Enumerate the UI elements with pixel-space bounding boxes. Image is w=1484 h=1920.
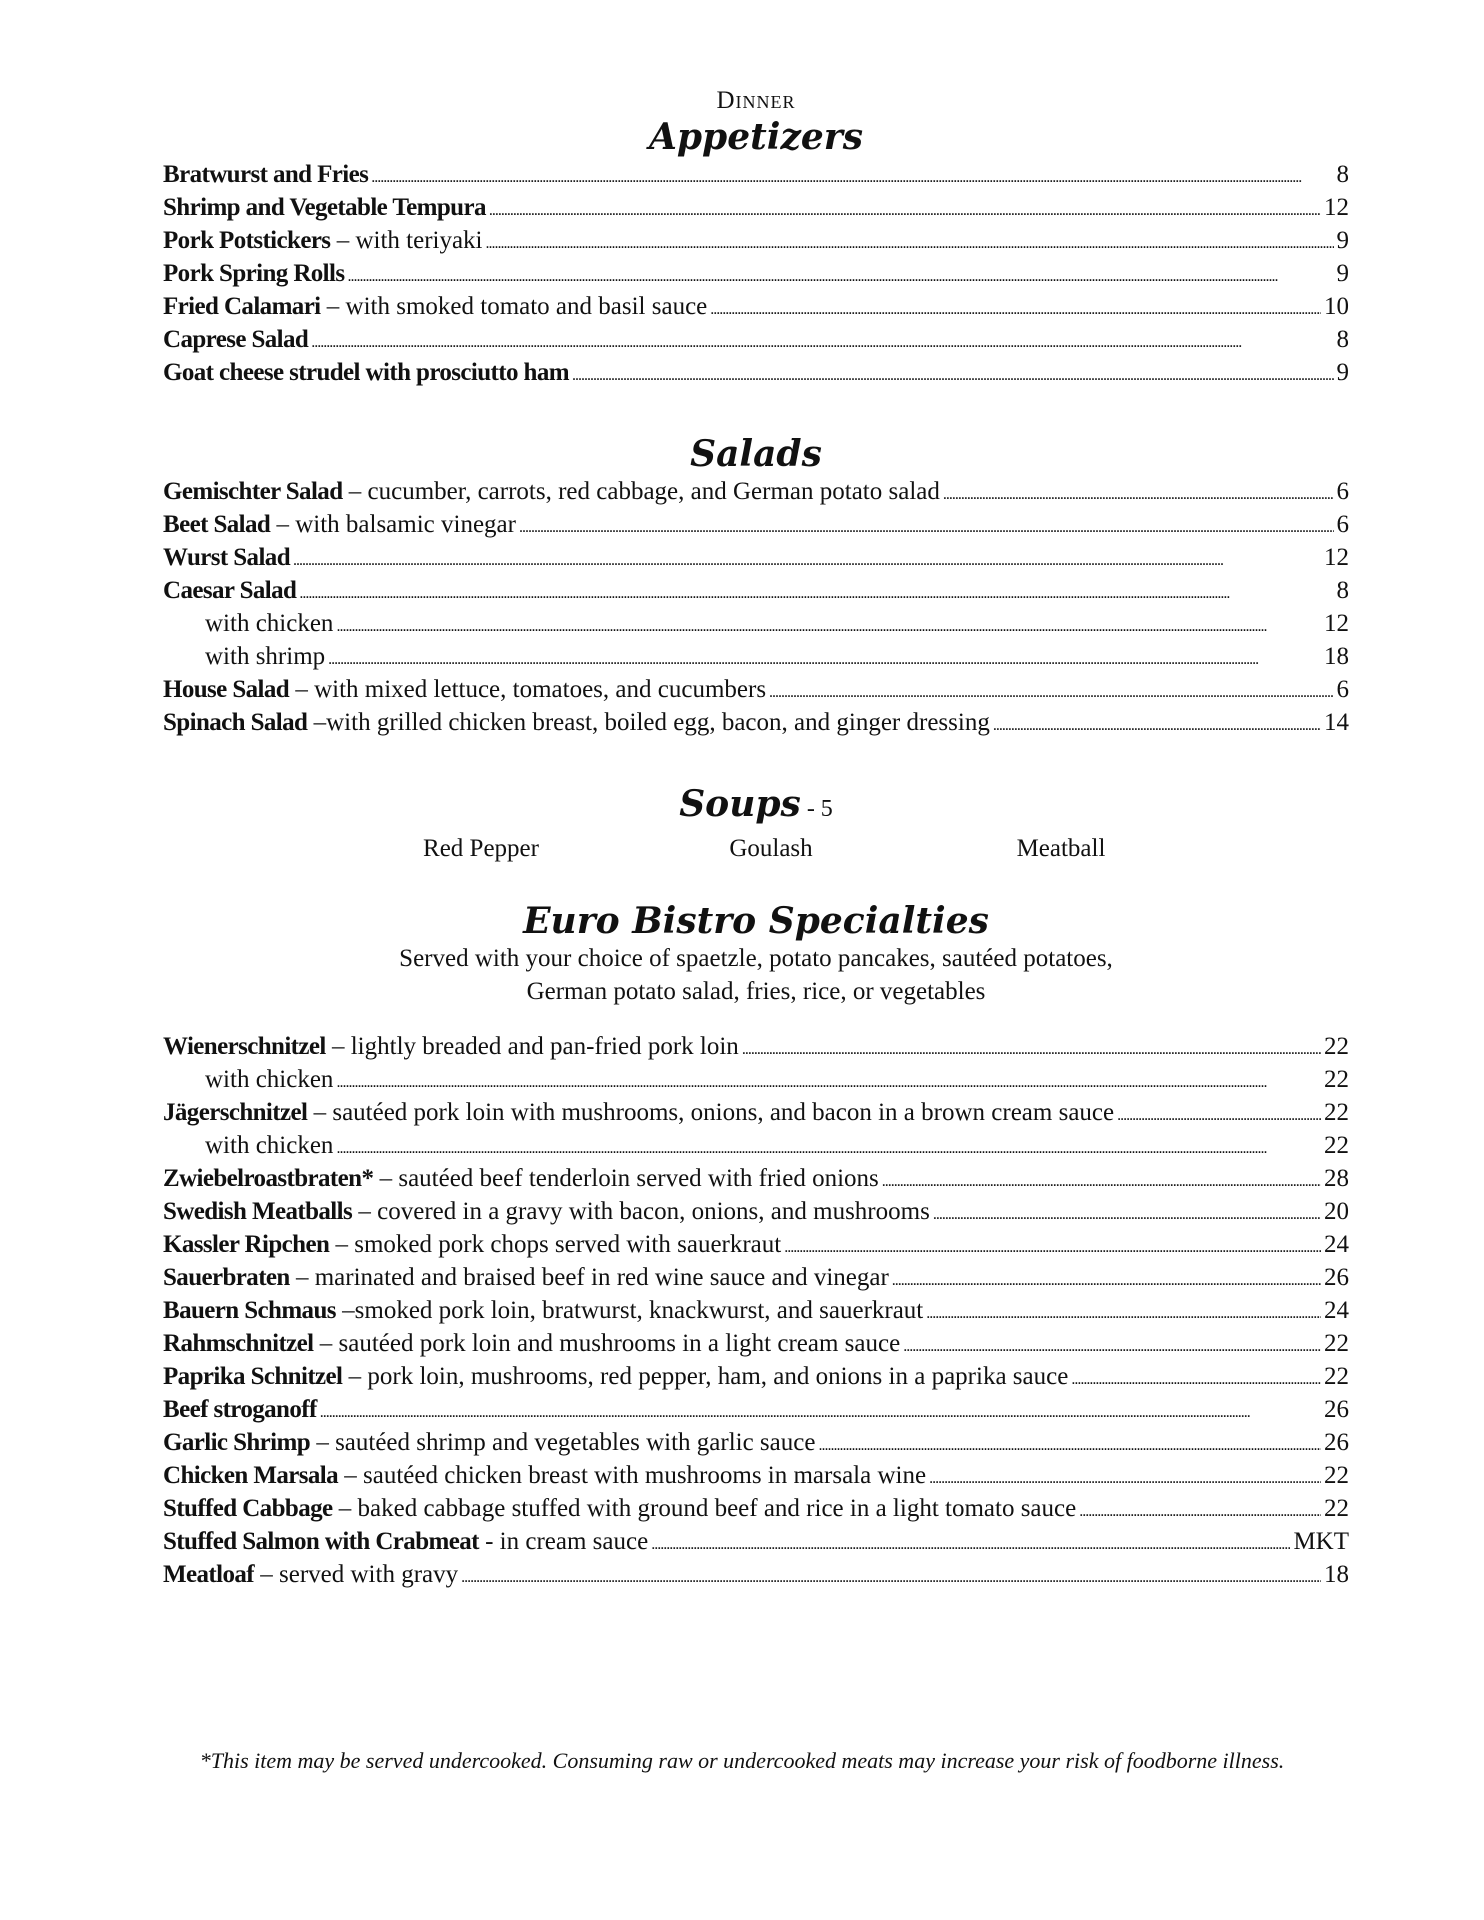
- menu-item-row: [163, 541, 1349, 574]
- appetizers-list: [163, 158, 1349, 389]
- menu-item-row: [163, 1063, 1349, 1096]
- menu-item-text: [163, 224, 483, 257]
- menu-item-price: 26: [1324, 1429, 1349, 1456]
- menu-item-row: [163, 1327, 1349, 1360]
- menu-item-price: 12: [1324, 544, 1349, 571]
- menu-item-price: 22: [1324, 1033, 1349, 1060]
- dot-leader: [929, 1459, 1321, 1495]
- menu-item-text: [163, 1459, 926, 1492]
- menu-item-price: 14: [1324, 709, 1349, 736]
- dot-leader: [784, 1228, 1321, 1264]
- dot-leader: [336, 1129, 1321, 1165]
- dot-leader: [572, 356, 1334, 392]
- menu-item-price: 8: [1336, 161, 1349, 188]
- dot-leader: [328, 640, 1321, 676]
- soups-title-text: Soups: [679, 783, 801, 825]
- menu-item-name: Garlic Shrimp: [163, 1429, 311, 1456]
- menu-item-price: 28: [1324, 1165, 1349, 1192]
- dot-leader: [943, 475, 1334, 511]
- dot-leader: [742, 1030, 1321, 1066]
- menu-item-name: Pork Potstickers: [163, 227, 331, 254]
- menu-item-text: [163, 1162, 879, 1195]
- menu-item-description: – lightly breaded and pan-fried pork loin: [325, 1033, 739, 1060]
- menu-item-description: – marinated and braised beef in red wine sauce and vinegar: [289, 1264, 889, 1291]
- menu-item-text: [163, 356, 569, 389]
- menu-item-name: Gemischter Salad: [163, 478, 343, 505]
- menu-item-price: 6: [1336, 511, 1349, 538]
- menu-item-row: [163, 257, 1349, 290]
- menu-item-description: - in cream sauce: [478, 1528, 649, 1555]
- menu-item-name: Beef stroganoff: [163, 1396, 317, 1423]
- dot-leader: [336, 607, 1321, 643]
- menu-item-row: [163, 1261, 1349, 1294]
- menu-item-row: [163, 1558, 1349, 1591]
- menu-kicker: Dinner: [716, 87, 796, 114]
- menu-item-price: 24: [1324, 1297, 1349, 1324]
- menu-item-name: Meatloaf: [163, 1561, 254, 1588]
- menu-item-price: 10: [1324, 293, 1349, 320]
- menu-item-description: with chicken: [205, 610, 334, 637]
- dot-leader: [320, 1393, 1321, 1429]
- menu-item-row: [163, 1393, 1349, 1426]
- menu-item-price: 24: [1324, 1231, 1349, 1258]
- menu-item-row: [163, 290, 1349, 323]
- dot-leader: [993, 706, 1321, 742]
- menu-item-price: 18: [1324, 1561, 1349, 1588]
- soups-title: [163, 783, 1349, 830]
- menu-item-text: [163, 574, 296, 607]
- specialties-served-line-1: Served with your choice of spaetzle, potato pancakes, sautéed potatoes,: [399, 945, 1113, 972]
- specialties-list: [163, 1030, 1349, 1591]
- menu-item-price: 9: [1336, 227, 1349, 254]
- dot-leader: [903, 1327, 1321, 1363]
- menu-item-row: [163, 640, 1349, 673]
- menu-page: [163, 86, 1349, 1591]
- menu-item-text: [163, 1360, 1068, 1393]
- menu-item-name: Fried Calamari: [163, 293, 321, 320]
- menu-item-text: [163, 508, 516, 541]
- menu-item-name: Paprika Schnitzel: [163, 1363, 343, 1390]
- dot-leader: [486, 224, 1334, 260]
- menu-item-name: Jägerschnitzel: [163, 1099, 308, 1126]
- menu-item-description: – with mixed lettuce, tomatoes, and cucumbers: [289, 676, 767, 703]
- menu-item-description: – sautéed pork loin and mushrooms in a light cream sauce: [313, 1330, 901, 1357]
- menu-item-text: [163, 1129, 333, 1162]
- menu-item-name: Wienerschnitzel: [163, 1033, 326, 1060]
- menu-item-description: – with teriyaki: [330, 227, 483, 254]
- dot-leader: [933, 1195, 1321, 1231]
- menu-item-price: 22: [1324, 1066, 1349, 1093]
- salads-title: Salads: [690, 433, 822, 475]
- menu-item-row: [163, 191, 1349, 224]
- menu-item-price: 22: [1324, 1495, 1349, 1522]
- menu-item-name: Kassler Ripchen: [163, 1231, 330, 1258]
- menu-item-name: Zwiebelroastbraten*: [163, 1165, 374, 1192]
- menu-item-text: [163, 475, 940, 508]
- menu-item-name: Bratwurst and Fries: [163, 161, 369, 188]
- menu-item-name: Rahmschnitzel: [163, 1330, 314, 1357]
- dot-leader: [293, 541, 1321, 577]
- dot-leader: [336, 1063, 1321, 1099]
- menu-item-row: [163, 224, 1349, 257]
- dot-leader: [818, 1426, 1321, 1462]
- dot-leader: [519, 508, 1334, 544]
- menu-item-description: –smoked pork loin, bratwurst, knackwurst, and sauerkraut: [335, 1297, 924, 1324]
- menu-item-description: – pork loin, mushrooms, red pepper, ham, and onions in a paprika sauce: [342, 1363, 1069, 1390]
- specialties-title: Euro Bistro Specialties: [523, 900, 989, 942]
- menu-item-text: [163, 1492, 1076, 1525]
- menu-item-text: [163, 1030, 739, 1063]
- menu-item-row: [163, 1525, 1349, 1558]
- menu-item-description: – smoked pork chops served with sauerkraut: [329, 1231, 782, 1258]
- menu-item-row: [163, 1228, 1349, 1261]
- menu-item-row: [163, 475, 1349, 508]
- specialties-served-line-2: German potato salad, fries, rice, or vegetables: [526, 978, 986, 1005]
- menu-item-description: with shrimp: [205, 643, 326, 670]
- menu-item-description: with chicken: [205, 1066, 334, 1093]
- menu-item-row: [163, 1030, 1349, 1063]
- menu-item-description: – sautéed beef tenderloin served with fried onions: [373, 1165, 879, 1192]
- menu-item-text: [163, 706, 990, 739]
- menu-item-price: 22: [1324, 1363, 1349, 1390]
- appetizers-title: Appetizers: [648, 116, 864, 158]
- menu-item-description: – with balsamic vinegar: [270, 511, 516, 538]
- menu-item-price: 12: [1324, 194, 1349, 221]
- menu-item-price: 8: [1336, 326, 1349, 353]
- menu-item-text: [163, 673, 766, 706]
- menu-item-name: Beet Salad: [163, 511, 271, 538]
- menu-item-text: [163, 1558, 458, 1591]
- menu-item-name: Spinach Salad: [163, 709, 308, 736]
- dot-leader: [299, 574, 1333, 610]
- menu-item-text: [163, 607, 333, 640]
- menu-item-description: – covered in a gravy with bacon, onions, and mushrooms: [352, 1198, 930, 1225]
- menu-item-text: [163, 1426, 815, 1459]
- menu-item-text: [163, 191, 486, 224]
- dot-leader: [311, 323, 1333, 359]
- menu-item-description: – sautéed shrimp and vegetables with garlic sauce: [310, 1429, 816, 1456]
- menu-item-row: [163, 574, 1349, 607]
- menu-item-price: 9: [1336, 260, 1349, 287]
- salads-list: [163, 475, 1349, 739]
- menu-item-description: with chicken: [205, 1132, 334, 1159]
- menu-item-name: Stuffed Salmon with Crabmeat: [163, 1528, 479, 1555]
- dot-leader: [461, 1558, 1321, 1594]
- menu-item-text: [163, 541, 290, 574]
- menu-item-name: Bauern Schmaus: [163, 1297, 336, 1324]
- menu-item-name: Shrimp and Vegetable Tempura: [163, 194, 486, 221]
- menu-item-name: Caesar Salad: [163, 577, 297, 604]
- menu-item-text: [163, 1294, 923, 1327]
- menu-item-row: [163, 1459, 1349, 1492]
- menu-item-row: [163, 673, 1349, 706]
- dot-leader: [769, 673, 1333, 709]
- menu-item-text: [163, 1525, 648, 1558]
- soup-item: Goulash: [729, 835, 813, 862]
- menu-item-row: [163, 1492, 1349, 1525]
- menu-item-text: [163, 1096, 1114, 1129]
- menu-item-name: Wurst Salad: [163, 544, 291, 571]
- dot-leader: [1079, 1492, 1321, 1528]
- menu-item-row: [163, 1096, 1349, 1129]
- menu-item-row: [163, 158, 1349, 191]
- menu-item-price: MKT: [1293, 1528, 1349, 1555]
- menu-item-name: Caprese Salad: [163, 326, 309, 353]
- undercooked-footnote: *This item may be served undercooked. Consuming raw or undercooked meats may increase your risk of foodborne illness.: [199, 1748, 1285, 1773]
- menu-item-price: 26: [1324, 1264, 1349, 1291]
- menu-item-price: 22: [1324, 1099, 1349, 1126]
- menu-item-name: Pork Spring Rolls: [163, 260, 345, 287]
- menu-item-price: 8: [1336, 577, 1349, 604]
- soup-item: Red Pepper: [423, 835, 539, 862]
- menu-item-price: 12: [1324, 610, 1349, 637]
- soup-item: Meatball: [1016, 835, 1106, 862]
- menu-item-text: [163, 290, 707, 323]
- dot-leader: [651, 1525, 1290, 1561]
- menu-item-description: – served with gravy: [254, 1561, 459, 1588]
- dot-leader: [371, 158, 1333, 194]
- menu-item-description: – sautéed pork loin with mushrooms, onions, and bacon in a brown cream sauce: [307, 1099, 1115, 1126]
- soups-price: - 5: [800, 796, 833, 822]
- menu-item-text: [163, 1393, 317, 1426]
- menu-item-row: [163, 1162, 1349, 1195]
- menu-item-price: 22: [1324, 1132, 1349, 1159]
- menu-item-row: [163, 1195, 1349, 1228]
- dot-leader: [926, 1294, 1321, 1330]
- dot-leader: [348, 257, 1334, 293]
- menu-item-price: 9: [1336, 359, 1349, 386]
- menu-item-name: House Salad: [163, 676, 290, 703]
- menu-item-text: [163, 158, 368, 191]
- menu-item-text: [163, 1327, 900, 1360]
- menu-item-price: 18: [1324, 643, 1349, 670]
- menu-item-name: Sauerbraten: [163, 1264, 290, 1291]
- dot-leader: [1117, 1096, 1321, 1132]
- dot-leader: [489, 191, 1321, 227]
- menu-item-text: [163, 323, 308, 356]
- dot-leader: [882, 1162, 1321, 1198]
- menu-item-price: 22: [1324, 1462, 1349, 1489]
- menu-item-description: – sautéed chicken breast with mushrooms in marsala wine: [338, 1462, 927, 1489]
- menu-item-row: [163, 706, 1349, 739]
- menu-item-row: [163, 1426, 1349, 1459]
- menu-item-text: [163, 640, 325, 673]
- menu-item-description: –with grilled chicken breast, boiled egg, bacon, and ginger dressing: [307, 709, 990, 736]
- menu-item-description: – cucumber, carrots, red cabbage, and German potato salad: [342, 478, 940, 505]
- menu-item-text: [163, 257, 345, 290]
- menu-item-name: Stuffed Cabbage: [163, 1495, 333, 1522]
- menu-item-row: [163, 1294, 1349, 1327]
- menu-item-description: – with smoked tomato and basil sauce: [320, 293, 708, 320]
- menu-item-price: 6: [1336, 478, 1349, 505]
- menu-item-price: 6: [1336, 676, 1349, 703]
- menu-item-description: – baked cabbage stuffed with ground beef and rice in a light tomato sauce: [332, 1495, 1077, 1522]
- menu-item-text: [163, 1228, 781, 1261]
- dot-leader: [892, 1261, 1321, 1297]
- dot-leader: [1071, 1360, 1321, 1396]
- menu-item-name: Chicken Marsala: [163, 1462, 339, 1489]
- menu-item-row: [163, 1360, 1349, 1393]
- menu-item-row: [163, 356, 1349, 389]
- menu-item-row: [163, 323, 1349, 356]
- menu-item-text: [163, 1063, 333, 1096]
- menu-item-price: 26: [1324, 1396, 1349, 1423]
- menu-item-row: [163, 1129, 1349, 1162]
- menu-item-name: Swedish Meatballs: [163, 1198, 353, 1225]
- menu-item-price: 20: [1324, 1198, 1349, 1225]
- dot-leader: [710, 290, 1321, 326]
- menu-item-price: 22: [1324, 1330, 1349, 1357]
- menu-item-text: [163, 1261, 889, 1294]
- menu-item-name: Goat cheese strudel with prosciutto ham: [163, 359, 569, 386]
- menu-item-row: [163, 607, 1349, 640]
- soups-list: [321, 834, 1191, 864]
- menu-item-row: [163, 508, 1349, 541]
- menu-item-text: [163, 1195, 930, 1228]
